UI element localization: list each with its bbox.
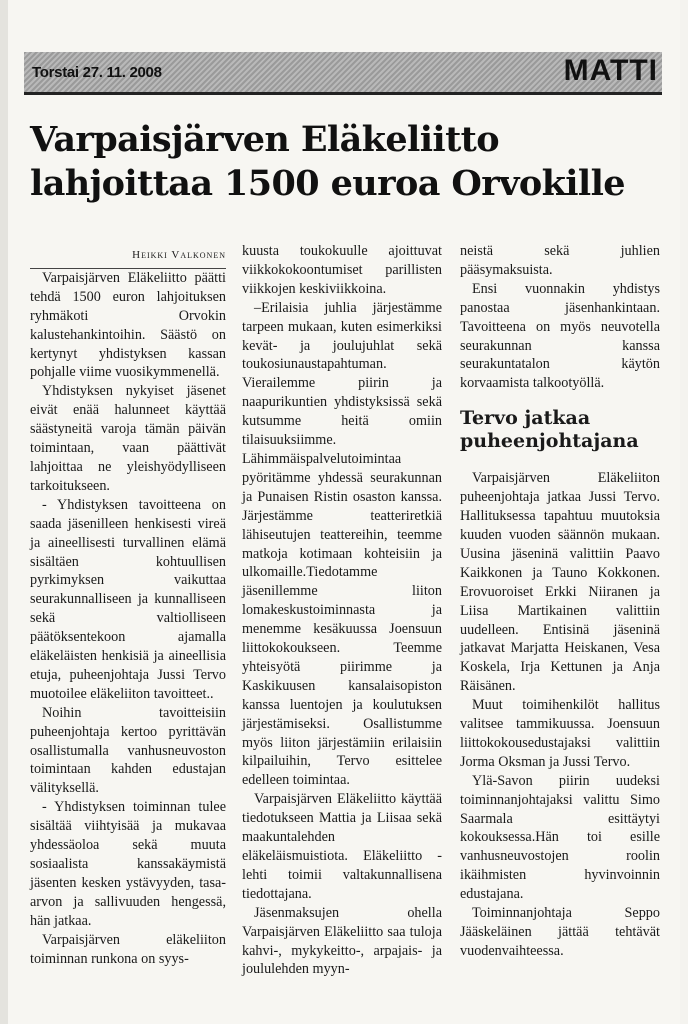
paragraph: Varpaisjärven Eläkeliitto käyttää tiedotukseen Mattia ja Liisaa sekä maakuntalehden eläkeläismuistiota. Eläkeliitto -lehti toimii valtakunnallisena tiedottajana. [242, 791, 442, 902]
newspaper-brand: MATTI [563, 54, 658, 87]
byline: Heikki Valkonen [30, 246, 226, 269]
issue-date: Torstai 27. 11. 2008 [32, 64, 162, 81]
paragraph: Varpaisjärven eläkeliiton toiminnan runkona on syys- [30, 931, 226, 967]
article-column-3 [460, 242, 660, 961]
section-subhead: Tervo jatkaa puheenjohtajana [460, 407, 639, 453]
article-headline: Varpaisjärven Eläkeliitto lahjoittaa 1500 euroa Orvokille [30, 119, 625, 204]
paragraph: Jäsenmaksujen ohella Varpaisjärven Eläkeliitto saa tuloja kahvi-, mykykeitto-, arpajais- ja joululehden myyn- [242, 904, 442, 978]
paragraph: Noihin tavoitteisiin puheenjohtaja kertoo pyrittävän osallistumalla vanhusneuvoston toimintaan kahden edustajan välityksellä. [30, 704, 226, 797]
paragraph: Varpaisjärven Eläkeliiton puheenjohtaja jatkaa Jussi Tervo. Hallituksessa tapahtuu muutoksia kuuden vuoden säännön mukaan. Uusina jäseninä valittiin Paavo Kaikkonen ja Tauno Kokkonen. Erovuoroiset Erkki Niiranen ja Liisa Martikainen valittiin uudelleen. Entisinä jäseninä jatkavat Marjatta Heiskanen, Vesa Koskela, Irja Kettunen ja Anja Räisänen. [460, 470, 660, 695]
paragraph: - Yhdistyksen toiminnan tulee sisältää viihtyisää ja mukavaa yhdessäoloa sekä muuta sosiaalista kanssakäymistä jäsenten kesken ystävyyden, tasa-arvon ja sallivuuden hengessä, hän jatkaa. [30, 799, 226, 929]
header-banner [24, 52, 662, 95]
article-column-1 [30, 246, 226, 968]
paragraph: Muut toimihenkilöt hallitus valitsee tammikuussa. Joensuun liittokokousedustajaksi valittiin Jorma Oksman ja Jussi Tervo. [460, 697, 660, 770]
paragraph: - Yhdistyksen tavoitteena on saada jäsenilleen henkisesti vireä ja aineellisesti turvallinen elämä sisältäen kohtuullisen pyrkimyksen vaikuttaa seurakunnalliseen ja kunnalliseen sekä valtiolliseen päätöksentekoon ajamalla eläkeläisten henkisiä ja aineellisia etuja, puheenjohtaja Jussi Tervo muotoilee eläkeliiton tavoitteet.. [30, 496, 226, 702]
paragraph: Ensi vuonnakin yhdistys panostaa jäsenhankintaan. Tavoitteena on myös neuvotella seurakunnan kanssa seurakuntatalon käytön korvaamista talkootyöllä. [460, 280, 660, 392]
paragraph: –Erilaisia juhlia järjestämme tarpeen mukaan, kuten esimerkiksi kevät- ja joulujuhlat sekä toukosiunaustapahtuman. Vierailemme piirin ja naapurikuntien yhdistyksissä sekä kutsumme heitä omiin tilaisuuksiimme. Lähimmäispalvelutoimintaa pyöritämme yhdessä seurakunnan ja Punaisen Ristin osaston kanssa. Järjestämme teatteriretkiä lähiseutujen teattereihin, teemme matkoja kotimaan kohteisiin ja ulkomaille.Tiedotamme jäsenillemme liiton lomakeskustoiminnasta ja menemme kesäkuussa Joensuun liittokokoukseen. Teemme yhteisyötä piirimme ja Kaskikuusen kansalaisopiston kanssa luentojen ja koulutuksen järjestämiseksi. Osallistumme myös liiton järjestämiin erilaisiin kilpailuihin, Tervo esittelee edelleen toimintaa. [242, 299, 442, 789]
paragraph: kuusta toukokuulle ajoittuvat viikkokokoontumiset parillisten viikkojen keskiviikkoina. [242, 243, 442, 297]
paragraph: neistä sekä juhlien pääsymaksuista. [460, 243, 660, 278]
paragraph: Ylä-Savon piirin uudeksi toiminnanjohtajaksi valittu Simo Saarmala esittäytyi kokouksessa.Hän toi esille vanhusneuvostojen roolin ikäihmisten hyvinvoinnin edustajana. [460, 772, 660, 903]
article-column-2 [242, 242, 442, 979]
paragraph: Yhdistyksen nykyiset jäsenet eivät enää halunneet käyttää säästyneitä varoja tämän päivän toimintaan, vaan päättivät lahjoittaa ne yleishyödylliseen tarkoitukseen. [30, 383, 226, 494]
paragraph: Toiminnanjohtaja Seppo Jääskeläinen jättää tehtävät vuodenvaihteessa. [460, 905, 660, 959]
scan-edge [0, 0, 8, 1024]
paragraph: Varpaisjärven Eläkeliitto päätti tehdä 1500 euron lahjoituksen ryhmäkoti Orvokin kalustehankintoihin. Säästö on kertynyt yhdistyksen kassan pohjalle viime vuosikymmenellä. [30, 269, 226, 381]
